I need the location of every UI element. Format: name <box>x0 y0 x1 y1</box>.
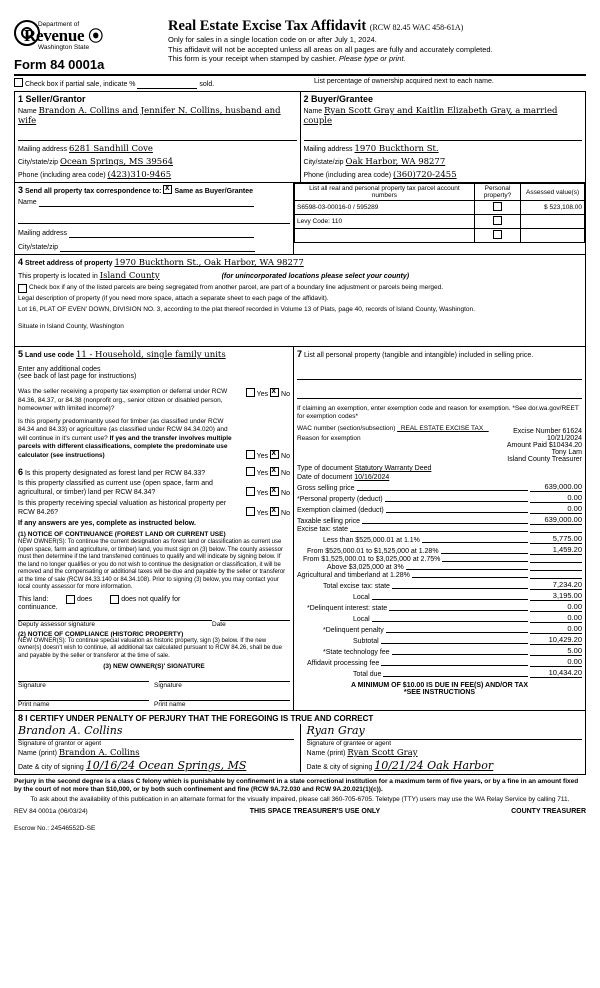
subtext-line-1: Only for sales in a single location code on or after July 1, 2024. <box>168 35 377 44</box>
buyer-citystate-row <box>304 157 583 167</box>
minimum-fee-note: A MINIMUM OF $10.00 IS DUE IN FEE(S) AND/OR TAX <box>350 682 529 689</box>
assessed-value-2[interactable] <box>521 215 585 229</box>
form-sheet <box>14 18 586 832</box>
grantor-date-row: Date & city of signing 10/16/24 Ocean Springs, MS <box>18 759 247 772</box>
land-use-value[interactable]: 11 - Household, single family units <box>75 350 226 360</box>
tax-line: *Delinquent interest: state 0.00 <box>307 602 582 612</box>
certify-heading: 8 I CERTIFY UNDER PENALTY OF PERJURY THAT THE FOREGOING IS TRUE AND CORRECT <box>18 713 374 723</box>
newowner-print-label-2: Print name <box>154 701 186 708</box>
doc-date-label: Date of document <box>297 474 353 481</box>
street-address-value[interactable]: 1970 Buckthorn St., Oak Harbor, WA 98277 <box>114 258 304 268</box>
corr-mailing-row: Mailing address <box>18 230 290 238</box>
tax-line: Less than $525,000.01 at 1.1% 5,775.00 <box>323 534 582 544</box>
exemption-note: If claiming an exemption, enter exemption code and reason for exemption. *See dor.wa.gov/REET for exemption codes* <box>297 405 579 420</box>
q6-2-row <box>18 479 290 497</box>
tax-calculation-list <box>297 482 582 678</box>
segregation-checkbox[interactable] <box>18 284 27 293</box>
left-column <box>15 347 293 710</box>
tax-line: Affidavit processing fee 0.00 <box>307 657 582 667</box>
assessed-col-header: Assessed value(s) <box>521 184 585 201</box>
notice-continuance-title: (1) NOTICE OF CONTINUANCE (FOREST LAND OR CURRENT USE) <box>18 531 226 538</box>
agency-block <box>14 18 164 72</box>
subtext-line-2: This affidavit will not be accepted unless all areas on all pages are fully and accurately completed. <box>168 44 493 54</box>
landuse-tax-section <box>14 347 586 711</box>
perjury-note: Perjury in the second degree is a class C felony which is punishable by confinement in a state correctional institution for a maximum term of five years, or by a fine in an amount fixed by the court of not more than $10,000, or by both such confinement and fine (RCW 9A.72.030 and RCW 9A.20.021(1)(c)). <box>14 778 579 793</box>
reason-label: Reason for exemption <box>297 435 361 442</box>
buyer-block <box>300 92 586 182</box>
q5-2-answers[interactable]: Yes x No <box>238 450 290 460</box>
seller-citystate-row <box>18 157 297 167</box>
buyer-mailing-value[interactable]: 1970 Buckthorn St. <box>354 144 439 154</box>
stamp-excise-number: Excise Number 61624 <box>513 428 582 435</box>
same-as-buyer-checkbox[interactable] <box>163 185 172 194</box>
new-owner-signature-title: (3) NEW OWNER(S)' SIGNATURE <box>103 663 205 670</box>
grantee-print-row: Name (print) Ryan Scott Gray <box>306 748 418 758</box>
tax-line: *State technology fee 5.00 <box>323 646 582 656</box>
stamp-amount-paid: Amount Paid $10434.20 <box>506 442 582 449</box>
personal-prop-checkbox-cell[interactable] <box>474 201 520 215</box>
grantee-signature-value[interactable]: Ryan Gray <box>307 724 583 740</box>
q5-1-answers[interactable]: Yes x No <box>238 388 290 414</box>
seller-citystate-value[interactable]: Ocean Springs, MS 39564 <box>60 157 174 167</box>
thisland-label: This land: <box>18 595 49 603</box>
q6-3-yes-checkbox[interactable] <box>246 507 255 516</box>
see-instructions-note: *SEE INSTRUCTIONS <box>403 689 476 696</box>
right-column <box>293 347 585 710</box>
form-number: Form 84 0001a <box>14 57 105 72</box>
notice-compliance-body: NEW OWNER(S): To continue special valuation as historic property, sign (3) below. If the new owner(s) doesn't wish to continue, all additional tax calculated pursuant to RCW 84.26, shall be due and payable by the seller or transferor at the time of sale. <box>18 637 282 659</box>
deputy-sig-label: Deputy assessor signature <box>18 620 95 628</box>
seller-mailing-label: Mailing address <box>18 146 68 153</box>
q6-1-row <box>18 467 290 477</box>
seller-mailing-value[interactable]: 6281 Sandhill Cove <box>68 144 153 154</box>
seller-phone-label: Phone (including area code) <box>18 172 106 179</box>
see-back-label: (see back of last page for instructions) <box>18 373 137 380</box>
seller-name-row <box>18 106 297 126</box>
thisland-does-label: does <box>77 595 93 603</box>
revision-label: REV 84 0001a (06/03/24) <box>14 808 88 815</box>
buyer-mailing-row <box>304 144 583 154</box>
personal-prop-checkbox[interactable] <box>493 202 502 211</box>
seller-heading: 1 Seller/Grantor <box>18 94 86 104</box>
newowner-sig-label-2: Signature <box>154 682 182 689</box>
q6-2-yes-checkbox[interactable] <box>246 487 255 496</box>
tax-line: Agricultural and timberland at 1.28% <box>297 572 582 579</box>
levy-code-cell[interactable]: Levy Code: 110 <box>295 215 475 229</box>
parcel-table-block <box>293 183 585 254</box>
grantee-sig-label: Signature of grantee or agent <box>306 740 392 747</box>
q6-1-answers[interactable]: Yes x No <box>238 467 290 477</box>
personal-prop-col-header: Personal property? <box>474 184 520 201</box>
stamp-date: 10/21/2024 <box>546 435 582 442</box>
if-any-yes-note: If any answers are yes, complete as instructed below. <box>18 520 196 527</box>
newowner-sig-label-1: Signature <box>18 682 46 689</box>
personal-property-line-2[interactable] <box>297 388 582 399</box>
deputy-sig-labels <box>18 621 290 628</box>
corr-name-input[interactable] <box>39 199 254 207</box>
county-label: This property is located in <box>18 273 98 280</box>
thisland-doesnot-label: does not qualify for <box>121 595 181 603</box>
buyer-phone-value[interactable]: (360)720-2455 <box>393 170 457 180</box>
treasurer-stamp <box>297 428 582 463</box>
grantee-date-value[interactable]: 10/21/24 Oak Harbor <box>374 759 494 772</box>
escrow-value: 24546552D-SE <box>50 825 96 832</box>
form-subtext <box>168 35 586 64</box>
street-address-label: Street address of property <box>24 260 113 267</box>
corr-mailing-input[interactable] <box>69 230 254 238</box>
parcel-number-empty[interactable] <box>295 229 475 243</box>
buyer-name-value[interactable]: Ryan Scott Gray and Kaitlin Elizabeth Gray, a married couple <box>303 106 558 126</box>
q6-2-no-checkbox[interactable] <box>270 487 279 496</box>
land-use-label: Land use code <box>24 352 74 359</box>
stamp-treasurer-name: Tony Lam <box>551 449 582 456</box>
tax-line: Total due 10,434.20 <box>353 668 582 678</box>
wac-value[interactable]: _REAL ESTATE EXCISE TAX _ <box>397 425 489 432</box>
tax-line: From $525,000.01 to $1,525,000 at 1.28% 1,459.20 <box>307 545 582 555</box>
doc-type-label: Type of document <box>297 465 353 472</box>
escrow-row <box>14 825 586 832</box>
buyer-mailing-label: Mailing address <box>303 146 353 153</box>
q5-1-yes-checkbox[interactable] <box>246 388 255 397</box>
tax-line: *Delinquent penalty 0.00 <box>323 624 582 634</box>
thisland-row <box>18 595 290 604</box>
q5-2-row <box>18 418 290 461</box>
tax-line: Local 0.00 <box>353 613 582 623</box>
q6-1-no-checkbox[interactable] <box>270 467 279 476</box>
seller-phone-row <box>18 170 297 180</box>
state-label: Washington State <box>38 44 90 51</box>
parcel-col-header: List all real and personal property tax parcel account numbers <box>295 184 475 201</box>
situate-line: Situate in Island County, Washington <box>18 323 124 330</box>
personal-prop-checkbox-cell-3[interactable] <box>474 229 520 243</box>
assessed-value[interactable]: $ 523,108.00 <box>521 201 585 215</box>
corr-name-row: Name <box>18 199 290 207</box>
thisland-doesnot-checkbox[interactable] <box>110 595 119 604</box>
q5-1-row <box>18 388 290 414</box>
notice-compliance-title: (2) NOTICE OF COMPLIANCE (HISTORIC PROPERTY) <box>18 630 184 638</box>
q6-3-answers[interactable]: Yes x No <box>238 507 290 517</box>
corr-citystate-input[interactable] <box>60 244 255 252</box>
parcel-number-value[interactable]: S6598-03-00016-0 / 595289 <box>295 201 475 215</box>
tax-line: *Personal property (deduct) 0.00 <box>297 493 582 503</box>
correspondence-section <box>14 183 586 255</box>
treasurer-space-label: THIS SPACE TREASURER'S USE ONLY <box>249 808 381 815</box>
q6-1-label: 6 Is this property designated as forest land per RCW 84.33? <box>18 467 206 477</box>
doc-date-value[interactable]: 10/16/2024 <box>354 474 390 481</box>
county-note: (for unincorporated locations please select your county) <box>221 273 410 280</box>
revenue-swirl-icon: ⦿ <box>88 27 103 45</box>
title-block <box>164 18 586 72</box>
continuance-label: continuance. <box>18 603 58 611</box>
correspondence-left <box>15 183 293 254</box>
seller-name-label: Name <box>18 108 37 115</box>
grantor-signature-value[interactable]: Brandon A. Collins <box>18 724 294 740</box>
partial-sale-field[interactable] <box>14 78 314 89</box>
correspondence-heading: 3 Send all property tax correspondence to: x Same as Buyer/Grantee <box>18 185 290 195</box>
grantee-date-row: Date & city of signing 10/21/24 Oak Harbor <box>306 759 494 772</box>
county-treasurer-label: COUNTY TREASURER <box>511 808 586 815</box>
seller-name-value[interactable]: Brandon A. Collins and Jennifer N. Collins, husband and wife <box>18 106 281 126</box>
table-row <box>295 201 585 215</box>
doc-date-row <box>297 474 582 481</box>
newowner-print-label-1: Print name <box>18 701 50 708</box>
stamp-treasurer-office: Island County Treasurer <box>507 456 582 463</box>
personal-prop-checkbox-cell-2[interactable] <box>474 215 520 229</box>
notice-continuance-body: NEW OWNER(S): To continue the current designation as forest land or classification as current use (open space, farm and agriculture, or timber) land, you must sign on (3) below. The county assessor must then determine if the land transferred continues to qualify and will indicate by signing below. If the land no longer qualifies or you do not wish to continue the designation or classification, it will be removed and the compensating or additional taxes will be due and payable by the seller or transferor at the time of sale (RCW 84.33.140 or 84.34.108). Prior to signing (3) below, you may contact your local county assessor for more information. <box>18 539 286 590</box>
q6-2-label: Is this property classified as current use (open space, farm and agricultural, or timber) land per RCW 84.34? <box>18 480 213 496</box>
pct-ownership-note: List percentage of ownership acquired next to each name. <box>314 78 494 85</box>
personal-property-line-1[interactable] <box>297 369 582 380</box>
buyer-name-line2 <box>304 130 583 141</box>
legal-description-label: Legal description of property (if you need more space, attach a separate sheet to each page of the affidavit). <box>18 295 329 302</box>
escrow-label: Escrow No.: <box>14 825 50 832</box>
seller-citystate-label: City/state/zip <box>18 159 59 166</box>
tax-line: Gross selling price 639,000.00 <box>297 482 582 492</box>
parties-section <box>14 92 586 183</box>
legal-description-value[interactable]: Lot 16, PLAT OF EVEN' DOWN, DIVISION NO. 3, according to the plat thereof recorded in Volume 13 of Plats, page 40, records of Island County, Washington. <box>18 306 475 313</box>
buyer-heading: 2 Buyer/Grantee <box>303 94 374 104</box>
partial-sale-checkbox[interactable] <box>14 78 23 87</box>
tax-line: Taxable selling price 639,000.00 <box>297 515 582 525</box>
buyer-name-row <box>304 106 583 126</box>
segregation-label: Check box if any of the listed parcels are being segregated from another parcel, are part of a boundary line adjustment or parcels being merged. <box>29 284 444 291</box>
tax-line: Subtotal 10,429.20 <box>353 635 582 645</box>
additional-codes-label: Enter any additional codes <box>18 366 101 373</box>
personal-prop-checkbox-3[interactable] <box>493 230 502 239</box>
q5-2-no-checkbox[interactable] <box>270 450 279 459</box>
q6-3-no-checkbox[interactable] <box>270 507 279 516</box>
seller-mailing-row <box>18 144 297 154</box>
grantee-print-value[interactable]: Ryan Scott Gray <box>347 748 418 758</box>
deputy-date-label: Date <box>212 620 226 628</box>
land-use-row: 5 Land use code 11 - Household, single family units <box>18 349 226 360</box>
buyer-name-label: Name <box>303 108 323 115</box>
q6-3-label: Is this property receiving special valuation as historical property per RCW 84.26? <box>18 500 227 516</box>
q5-1-no-checkbox[interactable] <box>270 388 279 397</box>
wac-label: WAC number (section/subsection) <box>297 425 396 432</box>
grantor-print-value[interactable]: Brandon A. Collins <box>58 748 140 758</box>
agency-seal-icon <box>14 20 40 46</box>
grantee-sig-block <box>300 724 583 772</box>
q5-1-label: Was the seller receiving a property tax exemption or deferral under RCW 84.36, 84.37, or 84.38 (nonprofit org., senior citizen or disabled person, homeowner with limited income)? <box>18 388 228 412</box>
newowner-sig-labels <box>18 682 290 689</box>
buyer-citystate-value[interactable]: Oak Harbor, WA 98277 <box>345 157 446 167</box>
property-section <box>14 255 586 347</box>
personal-property-heading: 7 List all personal property (tangible and intangible) included in selling price. <box>297 349 534 359</box>
doc-type-value[interactable]: Statutory Warranty Deed <box>354 465 432 472</box>
q6-3-row <box>18 499 290 517</box>
seller-name-line2 <box>18 130 297 141</box>
county-row <box>18 271 582 281</box>
sold-label: sold. <box>199 81 215 88</box>
assessed-value-3[interactable] <box>521 229 585 243</box>
corr-citystate-row: City/state/zip <box>18 244 290 252</box>
buyer-phone-label: Phone (including area code) <box>303 172 392 179</box>
subtext-line-3: This form is your receipt when stamped by cashier. Please type or print. <box>168 54 406 63</box>
department-label: Department of <box>38 21 80 28</box>
newowner-print-labels <box>18 701 290 708</box>
q6-2-answers[interactable]: Yes x No <box>238 487 290 497</box>
corr-name-line2[interactable] <box>18 213 290 224</box>
tax-line: Local 3,195.00 <box>353 591 582 601</box>
buyer-phone-row <box>304 170 583 180</box>
county-value[interactable]: Island County <box>99 271 160 281</box>
table-row <box>295 215 585 229</box>
grantor-sig-block <box>18 724 300 772</box>
footer-row <box>14 808 586 815</box>
q5-2-label: Is this property predominantly used for timber (as classified under RCW 84.34 and 84.33) or agriculture (as classified under RCW 84.34.020) and will continue in it's current use? If yes and the transfer involves multiple parcels with different classifications, complete the predominate use calculator (see instructions) <box>18 417 232 459</box>
q5-2-yes-checkbox[interactable] <box>246 450 255 459</box>
certification-section <box>14 711 586 775</box>
seller-block <box>15 92 300 182</box>
grantor-sig-label: Signature of grantor or agent <box>18 740 102 747</box>
parcel-table <box>294 183 585 243</box>
tax-line: Total excise tax: state 7,234.20 <box>323 580 582 590</box>
personal-prop-checkbox-2[interactable] <box>493 216 502 225</box>
grantor-date-value[interactable]: 10/16/24 Ocean Springs, MS <box>85 759 247 772</box>
form-header <box>14 18 586 76</box>
tax-line: Excise tax: state <box>297 526 582 533</box>
form-title: Real Estate Excise Tax Affidavit (RCW 82.45 WAC 458-61A) <box>168 18 464 34</box>
q6-1-yes-checkbox[interactable] <box>246 467 255 476</box>
same-as-buyer-label: Same as Buyer/Grantee <box>174 188 254 195</box>
table-row <box>295 229 585 243</box>
buyer-citystate-label: City/state/zip <box>303 159 344 166</box>
grantor-print-row: Name (print) Brandon A. Collins <box>18 748 140 758</box>
doc-type-row <box>297 465 582 472</box>
tax-line: Above $3,025,000 at 3% <box>297 564 582 571</box>
signature-row <box>18 724 582 772</box>
tty-note: To ask about the availability of this publication in an alternate format for the visually impaired, please call 360-705-6705. Teletype (TTY) users may use the WA Relay Service by calling 711. <box>30 796 570 803</box>
tax-line: Exemption claimed (deduct) 0.00 <box>297 504 582 514</box>
agency-name: Revenue ⦿ <box>24 26 103 45</box>
partial-sale-row <box>14 76 586 92</box>
segregation-row <box>18 284 582 293</box>
seller-phone-value[interactable]: (423)310-9465 <box>107 170 172 180</box>
street-address-row: 4 Street address of property 1970 Buckthorn St., Oak Harbor, WA 98277 <box>18 257 304 268</box>
tax-line: From $1,525,000.01 to $3,025,000 at 2.75% <box>297 556 582 563</box>
partial-sale-label: Check box if partial sale, indicate % <box>25 81 136 88</box>
thisland-does-checkbox[interactable] <box>66 595 75 604</box>
